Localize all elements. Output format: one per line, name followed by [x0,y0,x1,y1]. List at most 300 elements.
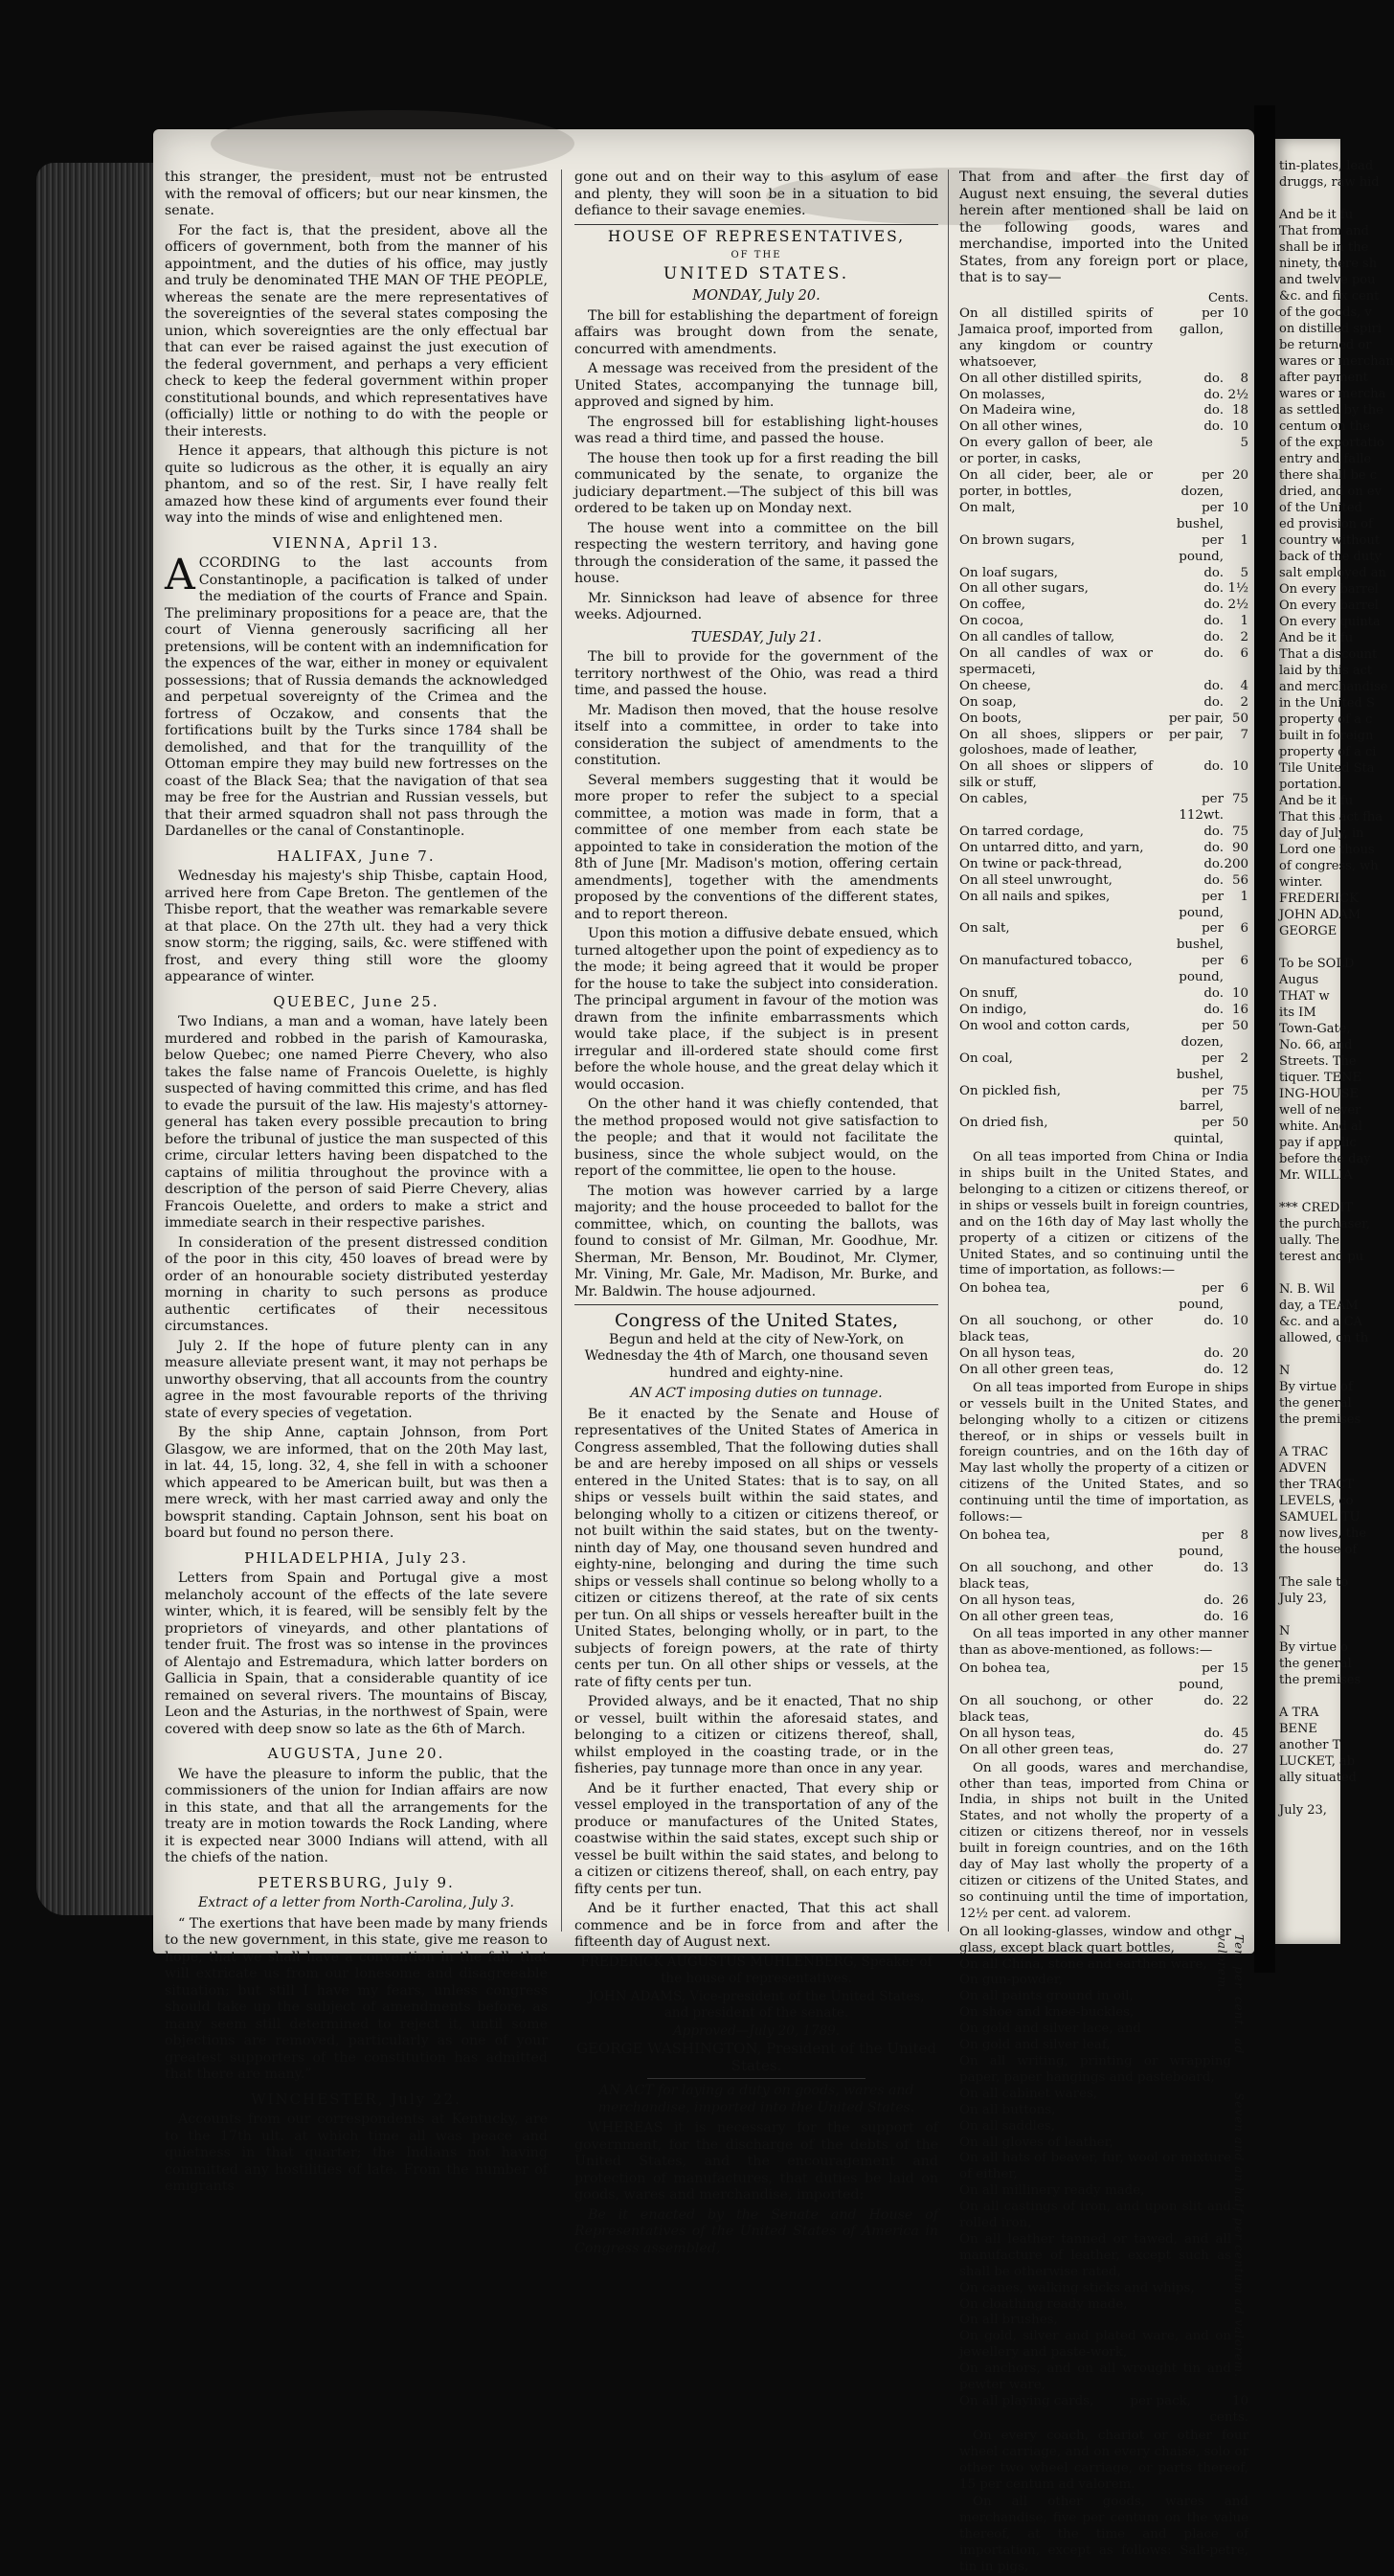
next-page-line: LEVELS, co [1279,1494,1354,1508]
duty-item: On manufactured tobacco, [959,954,1133,969]
next-page-line: before the day [1279,1152,1371,1166]
duty-item: On untarred ditto, and yarn, [959,840,1144,855]
next-page-line: *** CREDIT [1279,1201,1354,1215]
duty-unit [1157,436,1224,468]
duty-item: On loaf sugars, [959,565,1058,580]
paragraph: gone out and on their way to this asylum of ease and plenty, they will soon be in a situation to bid defiance to their savage enemies. [574,169,938,218]
article-text: CCORDING to the last accounts from Constantinople, a pacification is talked of under the mediation of the courts of France and Spain. The preliminary propositions for a peace are, that the court of Vienna generously sacrificing all her pretensions, will be content with an indemnification for the expences of the war, either in money or equivalent possessions; that of Russia demands the acknowledged and perpetual sovereignty of the Crimea and the fortress of Oczakow, and consents that the fortifications built by the Turks since 1784 shall be demolished, and that for the tranquillity of the Ottoman empire they may build new fortresses on the coast of the Black Sea; that the navigation of that sea may be free for the Austrian and Russian vessels, but that their armed squadron shall not pass through the Dardanelles or the canal of Constantinople. [165,555,548,839]
duty-row [959,954,1248,986]
duty-unit: per 112wt. [1179,792,1224,824]
duty-unit: per pound, [1179,1281,1224,1313]
duty-row [959,1561,1248,1593]
duty-item: On bohea tea, [959,1661,1050,1677]
duty-rate: 5 [1240,436,1248,451]
paragraph: A message was received from the president of the United States, accompanying the tunnage bill, approved and signed by him. [574,361,938,410]
duty-unit: do. [1203,565,1224,580]
duty-item: On every gallon of beer, ale or porter, in casks, [959,436,1153,467]
next-page-line: the house of [1279,1543,1358,1557]
duty-rate: 22 [1231,1694,1248,1709]
duty-unit: per quintal, [1173,1116,1224,1147]
dateline-halifax: HALIFAX, June 7. [277,847,436,865]
next-page-line: On every barrel [1279,582,1379,597]
duty-rate: 1 [1240,532,1248,548]
next-page-line: of congress, wh [1279,859,1379,873]
next-page-line: of the exportatio [1279,436,1384,450]
day-heading-tuesday: TUESDAY, July 21. [690,629,822,645]
next-page-line: after payment [1279,371,1368,385]
duty-unit: do. [1203,581,1224,597]
duty-rate: 10 [1231,500,1248,515]
duty-row [959,1661,1248,1694]
duty-rate: 26 [1231,1593,1248,1608]
next-page-line: tin-plates, lead [1279,159,1374,173]
duty-item: On all hyson teas, [959,1346,1076,1361]
duty-table-tea-china [959,1281,1248,1378]
duty-item: On all shoes or slippers of silk or stuff, [959,759,1153,791]
duty-row [959,1116,1248,1148]
next-page-line: Augus [1279,973,1319,987]
duty-list-item: On all leather tanned or tawed, and all manufacture of leather, except such as shall be otherwise rated, [959,2231,1231,2279]
paragraph: For the fact is, that the president, above all the officers of government, both from the manner of his appointment, and the duties of his office, may justly and truly be denominated THE MAN OF THE PEOPLE, whereas the senate are the mere representatives of the sovereignties of the several states composing the union, which sovereignties are the only effectual bar that can ever be raised against the just execution of the federal government, and perhaps a very efficient check to keep the federal government within proper constitutional bounds, and which representatives have (officially) little or nothing to do with the people or their interests. [165,222,548,440]
duty-item: On soap, [959,694,1017,710]
next-page-line: white. And al [1279,1119,1362,1134]
duty-rate: 90 [1231,840,1248,855]
next-page-line: back of the duty [1279,550,1382,564]
duty-row [959,581,1248,598]
next-page-line: laid by this act [1279,664,1373,678]
next-page-line: ed provision of [1279,517,1373,531]
duty-list-item: On all saddles, [959,2118,1055,2134]
duty-rate: 75 [1231,792,1248,807]
next-page-line: ninety, there sh [1279,257,1378,271]
duty-rate: 2½ [1227,598,1248,613]
duty-rate: 15 [1231,1661,1248,1677]
next-page-line: BENE [1279,1722,1317,1736]
duty-unit: per bushel, [1176,500,1224,531]
duty-rate: 50 [1231,1018,1248,1033]
paragraph: Be it enacted by the Senate and House of Representatives of the United States of America in Congress assembled, [574,2206,938,2256]
article-halifax: Wednesday his majesty's ship Thisbe, captain Hood, arrived here from Cape Breton. The gentlemen of the Thisbe report, that the weather was remarkable severe at that place. On the 27th ult. they had a very thick snow storm; the rigging, sails, &c. were stiffened with frost, and every thing still wore the gloomy appearance of winter. [165,869,548,984]
next-page-line: day, a TEAM [1279,1299,1359,1313]
duty-row [959,419,1248,436]
next-page-line: And be it fu [1279,631,1354,645]
section-rule [574,224,938,225]
paragraph: The bill to provide for the government of the territory northwest of the Ohio, was read a third time, and passed the house. [574,649,938,698]
next-page-line: July 23, [1279,1803,1327,1818]
duty-list-item: On canes, walking sticks and whips, [959,2280,1195,2295]
duty-row [959,1593,1248,1610]
duty-item: On all distilled spirits of Jamaica proof, imported from any kingdom or country whatsoever, [959,306,1153,370]
duty-rate: 1½ [1227,581,1248,597]
duty-item: On wool and cotton cards, [959,1018,1131,1033]
goods-note: On all goods, wares and merchandise, other than teas, imported from China or India, in ships not built in the United States, and not wholly the property of a citizen or citizens thereof, nor in vessels built in foreign countries, and on the 16th day of May last wholly the property of a citizen or citizens of the United States, and so continuing until the time of importation, 12½ per cent. ad valorem. [959,1760,1248,1921]
next-page-line: N. B. Wil [1279,1282,1336,1297]
article-petersburg: “ The exertions that have been made by many friends to the new government, in this state, give me reason to hope, that we shall have a convention in the fall, that will extricate us from our lonesome and disagreeable situation; but still I have my fears, unless congress should take up the subject of amendments before, as many seem still determined to reject it, until some objections are removed, particularly as one of your greatest supporters of the constitution has admitted that there are many.” [165,1915,548,2082]
duty-unit: do. [1203,598,1224,613]
next-page-line: the premises [1279,1412,1361,1427]
duty-item: On all candles of wax or spermaceti, [959,646,1153,677]
duty-rate: 7 [1240,727,1248,742]
duty-rate: 13 [1231,1560,1248,1575]
next-page-line: in the United S [1279,696,1375,711]
duty-unit: do. [1203,1314,1224,1329]
duty-rate: 8 [1240,371,1248,386]
duty-rate: 10 [1231,1314,1248,1329]
duty-rate: 1 [1240,889,1248,904]
dateline-vienna: VIENNA, April 13. [272,533,440,552]
column-3 [959,169,1248,2575]
signature-muhlenberg: FREDERICK AUGUSTUS MUHLENBERG, Speaker of the house of representatives. [580,1954,933,1986]
next-page-line: wares or merchan [1279,354,1394,369]
dateline-petersburg: PETERSBURG, July 9. [258,1873,455,1891]
dateline-quebec: QUEBEC, June 25. [273,992,439,1010]
duty-unit: do. [1203,694,1224,710]
next-page-line: That a discount [1279,647,1378,662]
duty-rate: 10 [1231,306,1248,321]
duty-table-spirits [959,306,1248,1148]
paragraph: The engrossed bill for establishing light-houses was read a third time, and passed the house. [574,414,938,446]
next-page-line: THAT w [1279,989,1330,1004]
duty-item: On boots, [959,711,1023,726]
duty-list-item: On all castings of iron, and upon slit and rolled iron, [959,2200,1231,2231]
next-page-line: portation. [1279,778,1342,792]
article-philadelphia: Letters from Spain and Portugal give a most melancholy account of the effects of the late severe winter, which, it is feared, will be sensibly felt by the proprietors of vineyards, and other plantations of tender fruit. The frost was so intense in the provinces of Alentajo and Estremadura, which latter borders on Gallicia in Spain, that a considerable quantity of ice remained on several rivers. The mountains of Biscay, Leon and the Asturias, in the northwest of Spain, were covered with deep snow so late as the 6th of March. [165,1570,548,1737]
duty-item: On Madeira wine, [959,403,1076,418]
duty-rate: 6 [1240,646,1248,662]
duty-item: On all candles of tallow, [959,630,1115,645]
duty-unit: do. [1203,856,1224,871]
paragraph: The motion was however carried by a large majority; and the house proceeded to ballot for the committee, which, on counting the ballots, was found to consist of Mr. Gilman, Mr. Goodhue, Mr. Sherman, Mr. Benson, Mr. Boudinot, Mr. Clymer, Mr. Vining, Mr. Gale, Mr. Madison, Mr. Burke, and Mr. Baldwin. The house adjourned. [574,1183,938,1299]
duty-unit: do. [1203,872,1224,888]
article-vienna [165,551,548,841]
next-page-line: GEORGE [1279,924,1338,938]
duty-rate: 10 [1231,986,1248,1002]
next-page-line: FREDERICK [1279,892,1359,906]
duty-unit: per pair, [1168,727,1224,742]
next-page-line: ther TRACT [1279,1478,1355,1492]
duty-unit: do. [1203,419,1224,435]
duty-unit: per pair, [1168,711,1224,726]
duty-list-item: On all brushes, [959,2313,1058,2328]
next-page-line: shall be in the [1279,240,1369,255]
next-page-line: LUCKET, ab [1279,1754,1356,1769]
column-2 [574,169,938,2256]
duty-row [959,1743,1248,1759]
duty-unit: do. [1203,646,1224,662]
duty-row [959,1314,1248,1346]
duty-row [959,986,1248,1003]
newspaper-page [153,129,1254,2575]
duty-list-item: On all China, stone and earthen ware, [959,1956,1207,1972]
next-page-line: And be it fu [1279,794,1354,808]
next-page-line: By virtue of [1279,1380,1353,1394]
duty-item: On malt, [959,500,1016,515]
next-page-line: Tile United Sta [1279,761,1375,776]
duty-unit: do. [1203,825,1224,839]
duty-row [959,679,1248,695]
duty-list-item: On shoe and knee-buckles, [959,2005,1135,2021]
duty-row [959,695,1248,712]
duty-row [959,759,1248,792]
next-page-line: Mr. WILLIA [1279,1168,1353,1183]
duty-row [959,1346,1248,1363]
dateline-winchester: WINCHESTER, July 22. [251,2090,461,2108]
house-us: UNITED STATES. [663,263,850,283]
next-page-line: dried, and on ev [1279,485,1382,499]
duty-unit: per pound, [1179,1661,1224,1693]
duty-list-item: On all writing, printing or wrapping paper, paper hangings and pasteboard, [959,2053,1231,2085]
duty-row [959,1281,1248,1314]
next-page-line: To be SOLD [1279,957,1355,971]
next-page-line: entry and falle [1279,452,1372,466]
bracket-label: Seven and an half per centum ad valorem. [1232,2091,1246,2379]
next-page-line: day of July, in [1279,826,1364,841]
duty-item: On twine or pack-thread, [959,856,1123,871]
seven-percent-list [959,2054,1231,2394]
duty-unit: do. [1203,1726,1224,1741]
next-page-line: A TRAC [1279,1445,1329,1459]
duty-item: On indigo, [959,1002,1027,1017]
duty-row [959,436,1248,468]
duty-item: On snuff, [959,986,1019,1002]
house-of: OF THE [731,250,782,260]
paragraph: Several members suggesting that it would be more proper to refer the subject to a special committee, a motion was made in form, that a committee of one member from each state be appointed to take in consideration the motion of the 8th of June [Mr. Madison's motion, offering certain amendments], together with the amendments proposed by the conventions of the different states, and to report thereon. [574,772,938,922]
duty-item: On all hyson teas, [959,1593,1076,1608]
duty-item: On all nails and spikes, [959,889,1111,904]
next-page-fragment [1275,139,1394,1944]
duty-row-cards [959,2394,1248,2427]
next-page-line: now lives, the [1279,1526,1367,1541]
house-heading: HOUSE OF REPRESENTATIVES, [607,227,906,245]
duty-rate: 20 [1231,468,1248,484]
drop-cap: A [165,551,195,599]
duty-row [959,1051,1248,1084]
duty-unit: do. [1203,403,1224,418]
duty-row [959,841,1248,857]
next-page-line: pay if applic [1279,1136,1357,1150]
duty-item: On cheese, [959,678,1031,693]
duty-unit: per pack, [1130,2394,1191,2408]
duty-unit: per dozen, [1180,468,1224,499]
next-page-line: By virtue o [1279,1640,1348,1655]
duty-item: On coal, [959,1051,1013,1066]
duty-item: On cables, [959,792,1028,807]
approved-date: Approved—July 20, 1789. [672,2022,841,2039]
duty-rate: 75 [1231,1083,1248,1098]
duty-rate: 4 [1240,678,1248,693]
duty-item: On pickled fish, [959,1083,1062,1098]
duty-rate: 50 [1231,711,1248,726]
article-augusta: We have the pleasure to inform the public, that the commissioners of the union for Indian affairs are now in this state, and that all the arrangements for the treaty are in motion towards the Rock Landing, where it is expected near 3000 Indians will attend, with all the chiefs of the nation. [165,1766,548,1865]
duty-rate: 2 [1240,1051,1248,1066]
next-page-line: On every quinta [1279,615,1381,629]
next-page-line: property of a ci [1279,745,1377,759]
duty-item: On tarred cordage, [959,825,1085,839]
next-page-line: ally situated [1279,1771,1357,1785]
duty-list-item: On all hats of beaver, fur, wool or mixture of either, [959,2151,1231,2182]
next-page-line: the general [1279,1396,1352,1411]
duty-rate: 2 [1240,630,1248,645]
next-page-line: ADVEN [1279,1461,1327,1476]
duty-row [959,306,1248,372]
duty-item: On bohea tea, [959,1281,1050,1297]
duty-row [959,1610,1248,1626]
duty-rate: 6 [1240,1281,1248,1297]
duty-rate: 18 [1231,403,1248,418]
duty-unit: do. [1203,1742,1224,1757]
next-page-line: A TRA [1279,1706,1319,1720]
duty-row [959,728,1248,760]
paragraph: Mr. Sinnickson had leave of absence for three weeks. Adjourned. [574,590,938,622]
next-page-line: druggs, raw hid [1279,175,1380,190]
act-title-tunnage: AN ACT imposing duties on tunnage. [630,1386,883,1401]
duty-list-item: On all millinery ready made, [959,2183,1145,2199]
duty-item: On brown sugars, [959,532,1075,548]
duty-rate: 10 cents. [1209,2394,1248,2425]
duty-unit: do. [1203,1609,1224,1624]
duty-item: On bohea tea, [959,1527,1050,1543]
duty-unit: do. [1203,759,1224,775]
next-page-line: of the goods, v [1279,305,1372,320]
ten-percent-group [959,1925,1248,2054]
duty-row [959,388,1248,404]
duty-rate: 8 [1240,1527,1248,1543]
next-page-line: there shall be c [1279,468,1378,483]
next-page-line: JOHN ADAM [1279,908,1361,922]
next-page-line: Streets. The [1279,1054,1357,1069]
column-1 [165,169,548,2194]
duty-rate: 75 [1231,825,1248,839]
duty-rate: 45 [1231,1726,1248,1741]
duty-table-tea-other [959,1661,1248,1758]
duty-row [959,1003,1248,1019]
next-page-line: That from and [1279,224,1369,238]
duty-unit: do. [1203,1346,1224,1361]
dateline-philadelphia: PHILADELPHIA, July 23. [244,1548,468,1567]
duty-row [959,1084,1248,1117]
paragraph: this stranger, the president, must not be entrusted with the removal of officers; but our near kinsmen, the senate. [165,169,548,218]
next-page-line: on distilled spiri [1279,322,1382,336]
next-page-line: be returned or [1279,338,1372,352]
act-title-duties: AN ACT for laying a duty on goods, wares and merchandise, imported into the United States. [597,2083,915,2115]
paragraph: That from and after the first day of August next ensuing, the several duties herein after mentioned shall be laid on the following goods, wares and merchandise, imported into the United States, from any foreign port or place, that is to say— [959,169,1248,285]
duty-list-item: On all paints ground in oil, [959,1989,1134,2004]
next-page-line: wares or mercha [1279,387,1386,401]
paragraph: The house then took up for a first reading the bill communicated by the senate, to organize the judiciary department.—The subject of this bill was ordered to be taken up on Monday next. [574,450,938,516]
duty-unit: per pound, [1179,889,1224,920]
duty-rate: 16 [1231,1002,1248,1017]
dateline-augusta: AUGUSTA, June 20. [267,1745,445,1762]
section-rule [647,2078,866,2079]
next-page-line: SAMUEL TU [1279,1510,1360,1525]
next-page-line: N [1279,1624,1291,1638]
next-page-line: N [1279,1364,1291,1378]
duty-list-item: On all cabinet wares, [959,2086,1098,2101]
duty-unit: per pound, [1179,1527,1224,1559]
duty-list-item: On all gloves of leather, [959,2135,1113,2150]
duty-unit: per pound, [1179,532,1224,564]
duty-unit: do. [1203,371,1224,386]
duty-row [959,566,1248,582]
duty-rate: 56 [1231,872,1248,888]
next-page-line: ING-HOUSE [1279,1087,1359,1101]
paragraph: The house went into a committee on the bill respecting the western territory, and having gone through the consideration of the same, it passed the house. [574,520,938,586]
duty-unit: per gallon, [1179,306,1224,337]
next-page-line: the purchaser, [1279,1217,1371,1232]
duty-rate: 6 [1240,954,1248,969]
duty-unit: per bushel, [1176,1051,1224,1082]
duty-item: On all steel unwrought, [959,872,1113,888]
next-page-line: another T [1279,1738,1341,1752]
duty-item: On coffee, [959,598,1026,613]
duty-list-item: On anchors, and on all wrought tin and pewter ware, [959,2361,1231,2393]
duty-unit: do. [1203,387,1224,402]
duty-row [959,873,1248,890]
duty-rate: 2½ [1227,387,1248,402]
duty-item: On all other green teas, [959,1609,1114,1624]
paragraph: And be it further enacted, That every ship or vessel employed in the transportation of any of the produce or manufactures of the United States, coastwise within the said states, except such ship or vessel be built within the said states, and belong to a citizen or citizens thereof, shall, on each entry, pay fifty cents per tun. [574,1780,938,1897]
duty-unit: do. [1203,840,1224,855]
duty-item: On molasses, [959,387,1046,402]
duty-unit: do. [1203,1362,1224,1377]
duty-rate: 6 [1240,921,1248,937]
next-page-line: On every barrel [1279,599,1379,613]
duty-list-item: On all buttons, [959,2102,1056,2117]
duty-rate: 2 [1240,694,1248,710]
duty-rate: 27 [1231,1742,1248,1757]
duty-item: On all shoes, slippers or goloshoes, made of leather, [959,727,1153,758]
paragraph: Two Indians, a man and a woman, have lately been murdered and robbed in the parish of Kamouraska, below Quebec; one named Pierre Chevery, who also takes the false name of Francois Ouelette, is highly suspected of having committed this crime, and has fled to evade the pursuit of the law. His majesty's attorney-general has taken every possible precaution to bring before the tribunal of justice the man suspected of this crime, circular letters having been dispatched to the captains of militia throughout the province with a description of the person of said Pierre Chevery, alias Francois Ouelette, and orders to make a strict and immediate search in their respective parishes. [165,1014,548,1231]
next-page-line: salt employed an [1279,566,1386,580]
duty-list-item: On gold, silver and plated ware, and on jewellery and paste-work, [959,2329,1231,2361]
paragraph: July 2. If the hope of future plenty can in any measure alleviate present want, it may not perhaps be unworthy observing, that all accounts from the country agree in the most favourable reports of the thriving state of every species of vegetation. [165,1338,548,1421]
section-rule [574,1304,938,1305]
duty-item: On dried fish, [959,1116,1048,1131]
duty-item: On all souchong, or other black teas, [959,1314,1153,1345]
duty-rate: 5 [1240,565,1248,580]
duty-list-item: On cloathing ready made, [959,2296,1128,2312]
next-page-line: terest and pu [1279,1250,1364,1264]
duty-row [959,630,1248,646]
paragraph: By the ship Anne, captain Johnson, from Port Glasgow, we are informed, that on the 20th May last, in lat. 44, 15, long. 32, 4, she fell in with a schooner which appeared to be American built, but was then a mere wreck, with her mast carried away and only the bowsprit standing. Captain Johnson, sent his boat on board but found no person there. [165,1425,548,1541]
duty-item: On all souchong, or other black teas, [959,1694,1153,1725]
duty-row [959,646,1248,679]
duty-unit: do. [1203,678,1224,693]
duty-unit: do. [1203,1593,1224,1608]
duty-unit: do. [1203,1694,1224,1709]
next-page-line: its IM [1279,1006,1316,1020]
duty-row [959,468,1248,501]
duty-item: On cocoa, [959,614,1024,629]
duty-rate: 10 [1231,759,1248,775]
tea-note-china: On all teas imported from China or India in ships built in the United States, and belonging to a citizen or citizens thereof, or in ships or vessels built in foreign countries, and on the 16th day of May last wholly the property of a citizen or citizens of the United States, and so continuing until the time of importation, as follows:— [959,1150,1248,1278]
duty-item: On all other green teas, [959,1742,1114,1757]
next-page-line: No. 66, and [1279,1038,1353,1052]
article-winchester: Accounts from our correspondents at Kentucky, are to the 17th ult. at which time all was peace and quietness in that quarter; the Indians not having committed any hostilities of late. From the number of emigrants [165,2112,548,2194]
duty-unit: per dozen, [1180,1018,1224,1050]
next-page-line: Lord one thous [1279,843,1375,857]
paragraph: And be it further enacted, That this act shall commence and be in force from and after the fifteenth day of August next. [574,1901,938,1950]
duty-list-item: On all looking-glasses, window and other glass, except black quart bottles, [959,1924,1231,1955]
next-page-line: and twelve pou [1279,273,1376,287]
congress-heading: Congress of the United States, [615,1310,898,1331]
duty-rate: 50 [1231,1116,1248,1131]
duty-row [959,372,1248,388]
congress-subheading: Begun and held at the city of New-York, on Wednesday the 4th of March, one thousand seven hundred and eighty-nine. [584,1331,929,1381]
duty-rate: 16 [1231,1609,1248,1624]
next-page-line: tiquer. TENE [1279,1071,1361,1085]
duty-item: On all other wines, [959,419,1083,435]
